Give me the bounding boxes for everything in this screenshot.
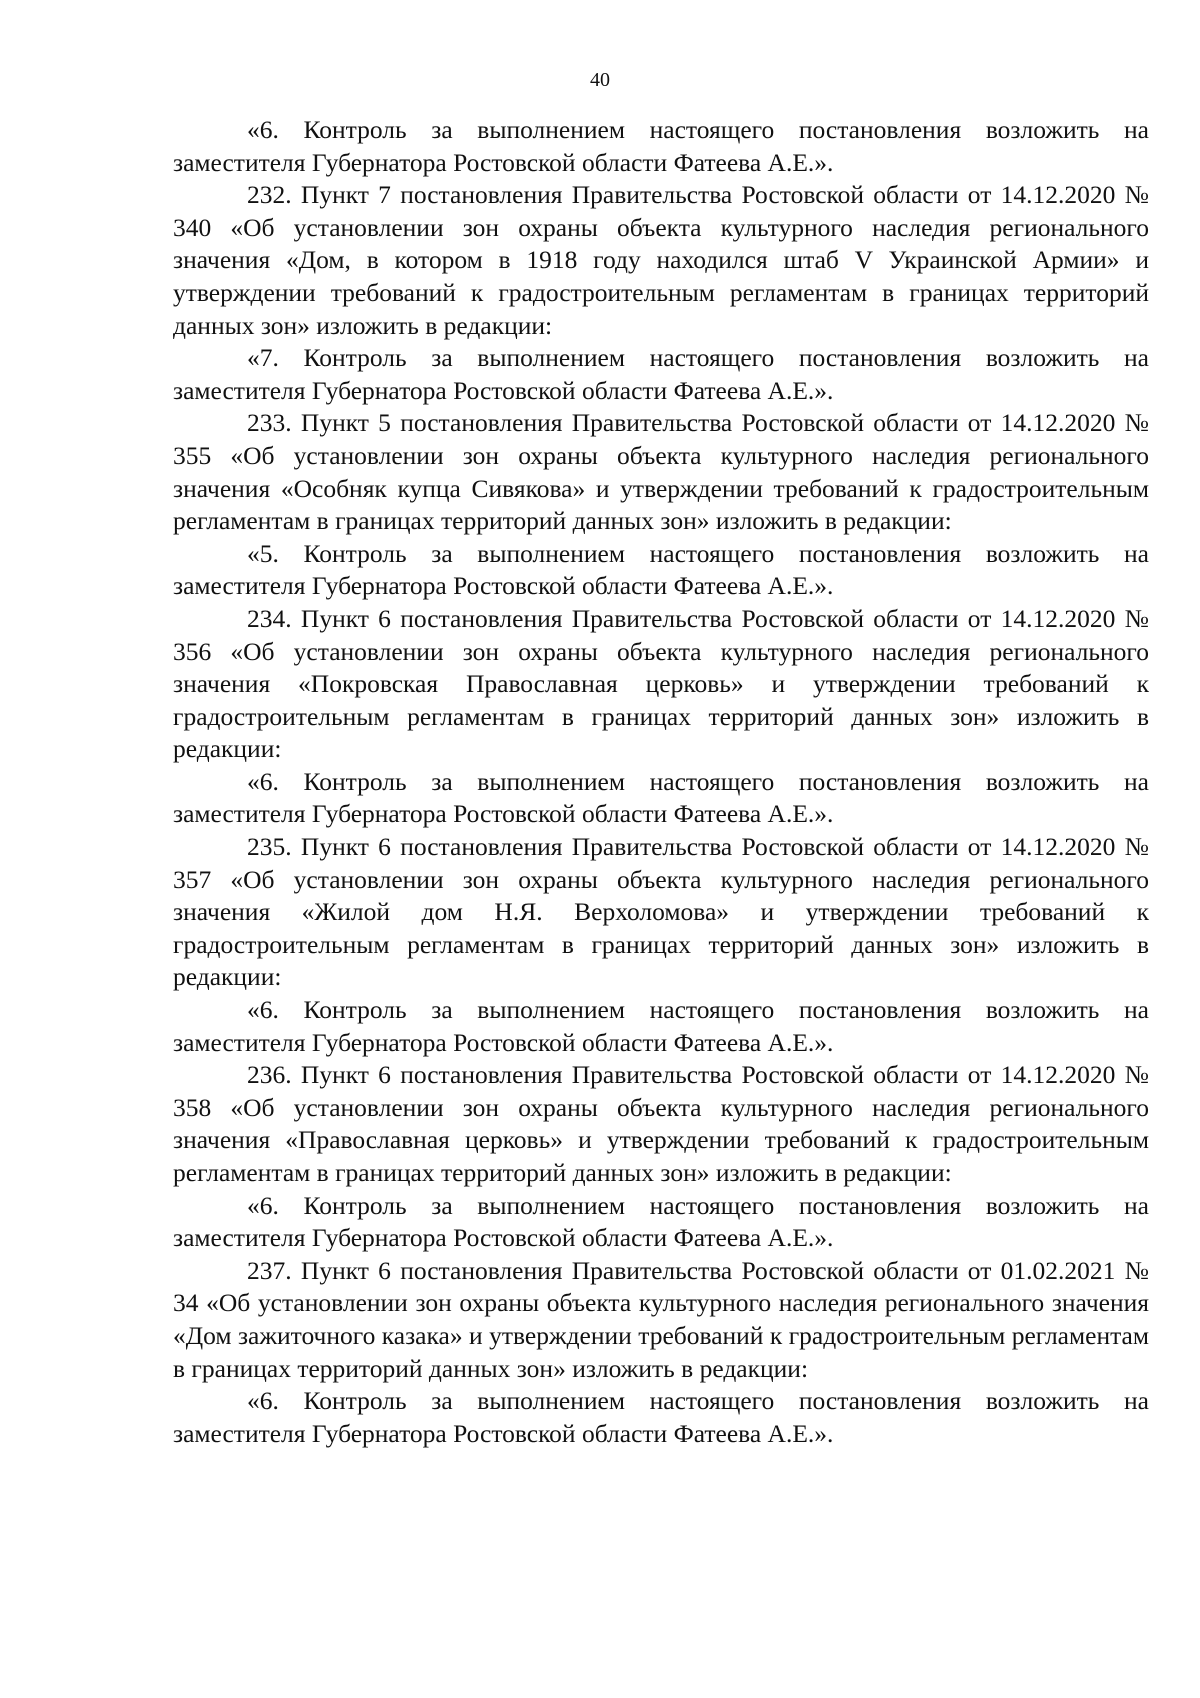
paragraph-quote-6: «6. Контроль за выполнением настоящего постановления возложить на заместителя Губернатора Ростовской области Фатеева А.Е.». (173, 115, 1149, 177)
paragraph-item-233: 233. Пункт 5 постановления Правительства Ростовской области от 14.12.2020 № 355 «Об установлении зон охраны объекта культурного наследия регионального значения «Особняк купца Сивякова» и утверждении требований к градостроительным регламентам в границах территорий данных зон» изложить в редакции: (173, 408, 1149, 536)
paragraph-item-234: 234. Пункт 6 постановления Правительства Ростовской области от 14.12.2020 № 356 «Об установлении зон охраны объекта культурного наследия регионального значения «Покровская Православная церковь» и утверждении требований к градостроительным регламентам в границах территорий данных зон» изложить в редакции: (173, 603, 1149, 764)
paragraph-item-232: 232. Пункт 7 постановления Правительства Ростовской области от 14.12.2020 № 340 «Об установлении зон охраны объекта культурного наследия регионального значения «Дом, в котором в 1918 году находился штаб V Украинской Армии» и утверждении требований к градостроительным регламентам в границах территорий данных зон» изложить в редакции: (173, 180, 1149, 340)
paragraph-quote-5: «5. Контроль за выполнением настоящего постановления возложить на заместителя Губернатора Ростовской области Фатеева А.Е.». (173, 538, 1149, 601)
document-body (173, 114, 1149, 1450)
paragraph-quote-6: «6. Контроль за выполнением настоящего постановления возложить на заместителя Губернатора Ростовской области Фатеева А.Е.». (173, 766, 1149, 829)
paragraph-quote-6: «6. Контроль за выполнением настоящего постановления возложить на заместителя Губернатора Ростовской области Фатеева А.Е.». (173, 1190, 1149, 1253)
paragraph-item-235: 235. Пункт 6 постановления Правительства Ростовской области от 14.12.2020 № 357 «Об установлении зон охраны объекта культурного наследия регионального значения «Жилой дом Н.Я. Верхоломова» и утверждении требований к градостроительным регламентам в границах территорий данных зон» изложить в редакции: (173, 832, 1149, 992)
paragraph-item-237: 237. Пункт 6 постановления Правительства Ростовской области от 01.02.2021 № 34 «Об установлении зон охраны объекта культурного наследия регионального значения «Дом зажиточного казака» и утверждении требований к градостроительным регламентам в границах территорий данных зон» изложить в редакции: (173, 1255, 1149, 1383)
paragraph-quote-7: «7. Контроль за выполнением настоящего постановления возложить на заместителя Губернатора Ростовской области Фатеева А.Е.». (173, 343, 1149, 405)
paragraph-item-236: 236. Пункт 6 постановления Правительства Ростовской области от 14.12.2020 № 358 «Об установлении зон охраны объекта культурного наследия регионального значения «Православная церковь» и утверждении требований к градостроительным регламентам в границах территорий данных зон» изложить в редакции: (173, 1060, 1149, 1187)
page-number: 40 (590, 69, 610, 91)
paragraph-quote-6: «6. Контроль за выполнением настоящего постановления возложить на заместителя Губернатора Ростовской области Фатеева А.Е.». (173, 995, 1149, 1057)
paragraph-quote-6: «6. Контроль за выполнением настоящего постановления возложить на заместителя Губернатора Ростовской области Фатеева А.Е.». (173, 1386, 1149, 1448)
